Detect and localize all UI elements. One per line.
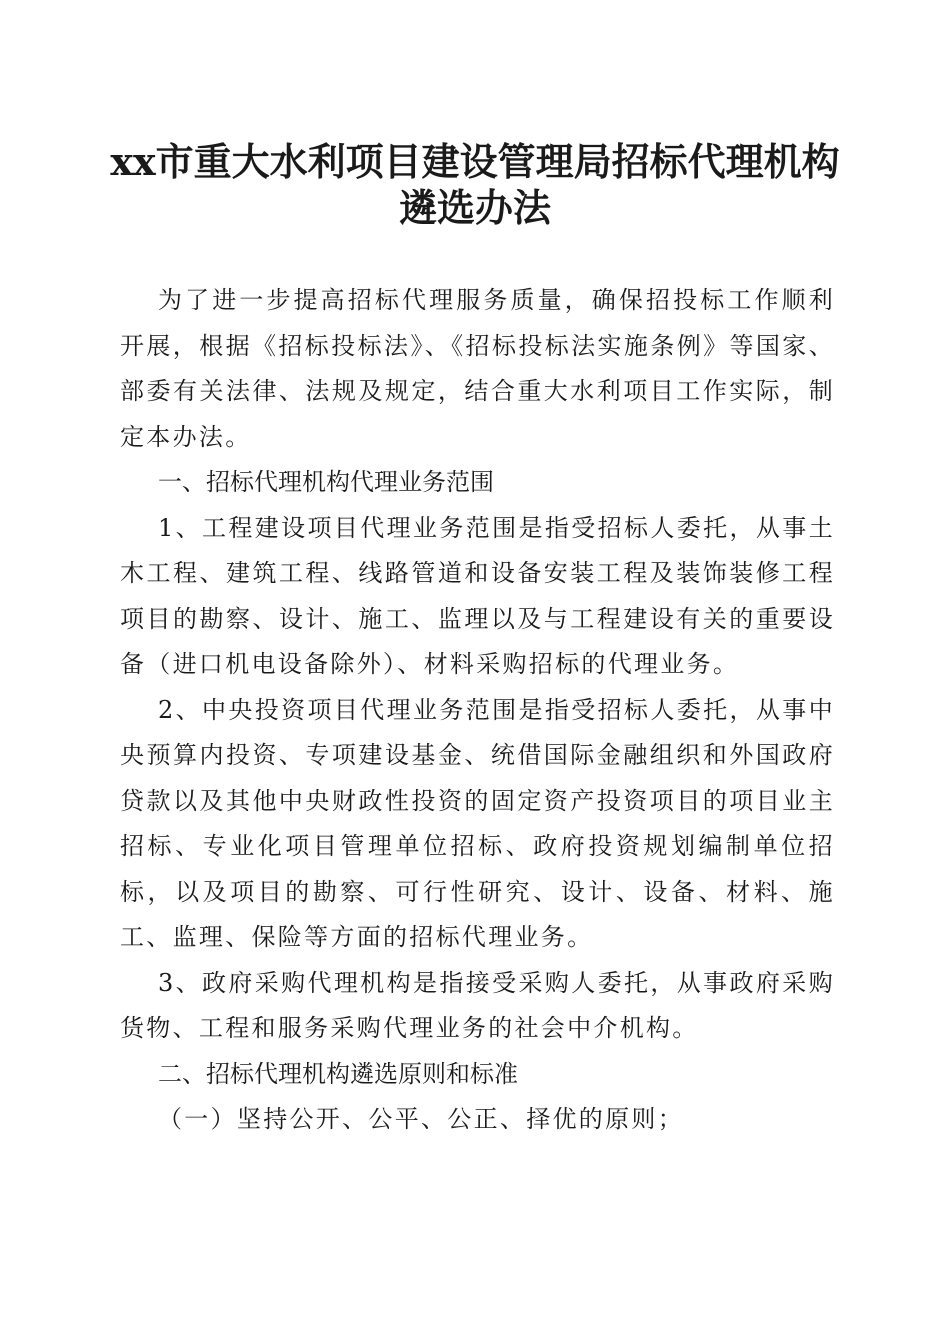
section1-heading: 一、招标代理机构代理业务范围 — [158, 468, 494, 496]
document-title-line2: 遴选办法 — [398, 185, 551, 230]
section2-heading: 二、招标代理机构遴选原则和标准 — [158, 1059, 518, 1088]
intro-paragraph: 为了进一步提高招标代理服务质量，确保招投标工作顺利开展，根据《招标投标法》、《招标投标法实施条例》等国家、部委有关法律、法规及规定，结合重大水利项目工作实际，制定本办法。 — [120, 286, 835, 451]
section1-paragraph-1: 1、工程建设项目代理业务范围是指受招标人委托，从事土木工程、建筑工程、线路管道和设备安装工程及装饰装修工程项目的勘察、设计、施工、监理以及与工程建设有关的重要设备（进口机电设备除外）、材料采购招标的代理业务。 — [120, 513, 835, 678]
section1-paragraph-3: 3、政府采购代理机构是指接受采购人委托，从事政府采购货物、工程和服务采购代理业务的社会中介机构。 — [120, 968, 835, 1042]
section1-paragraph-2: 2、中央投资项目代理业务范围是指受招标人委托，从事中央预算内投资、专项建设基金、统借国际金融组织和外国政府贷款以及其他中央财政性投资的固定资产投资项目的项目业主招标、专业化项目管理单位招标、政府投资规划编制单位招标，以及项目的勘察、可行性研究、设计、设备、材料、施工、监理、保险等方面的招标代理业务。 — [120, 695, 835, 951]
section2-item-1: （一）坚持公开、公平、公正、择优的原则； — [158, 1105, 684, 1133]
document-body — [120, 278, 835, 1143]
document-title-line1: xx市重大水利项目建设管理局招标代理机构 — [110, 139, 840, 184]
